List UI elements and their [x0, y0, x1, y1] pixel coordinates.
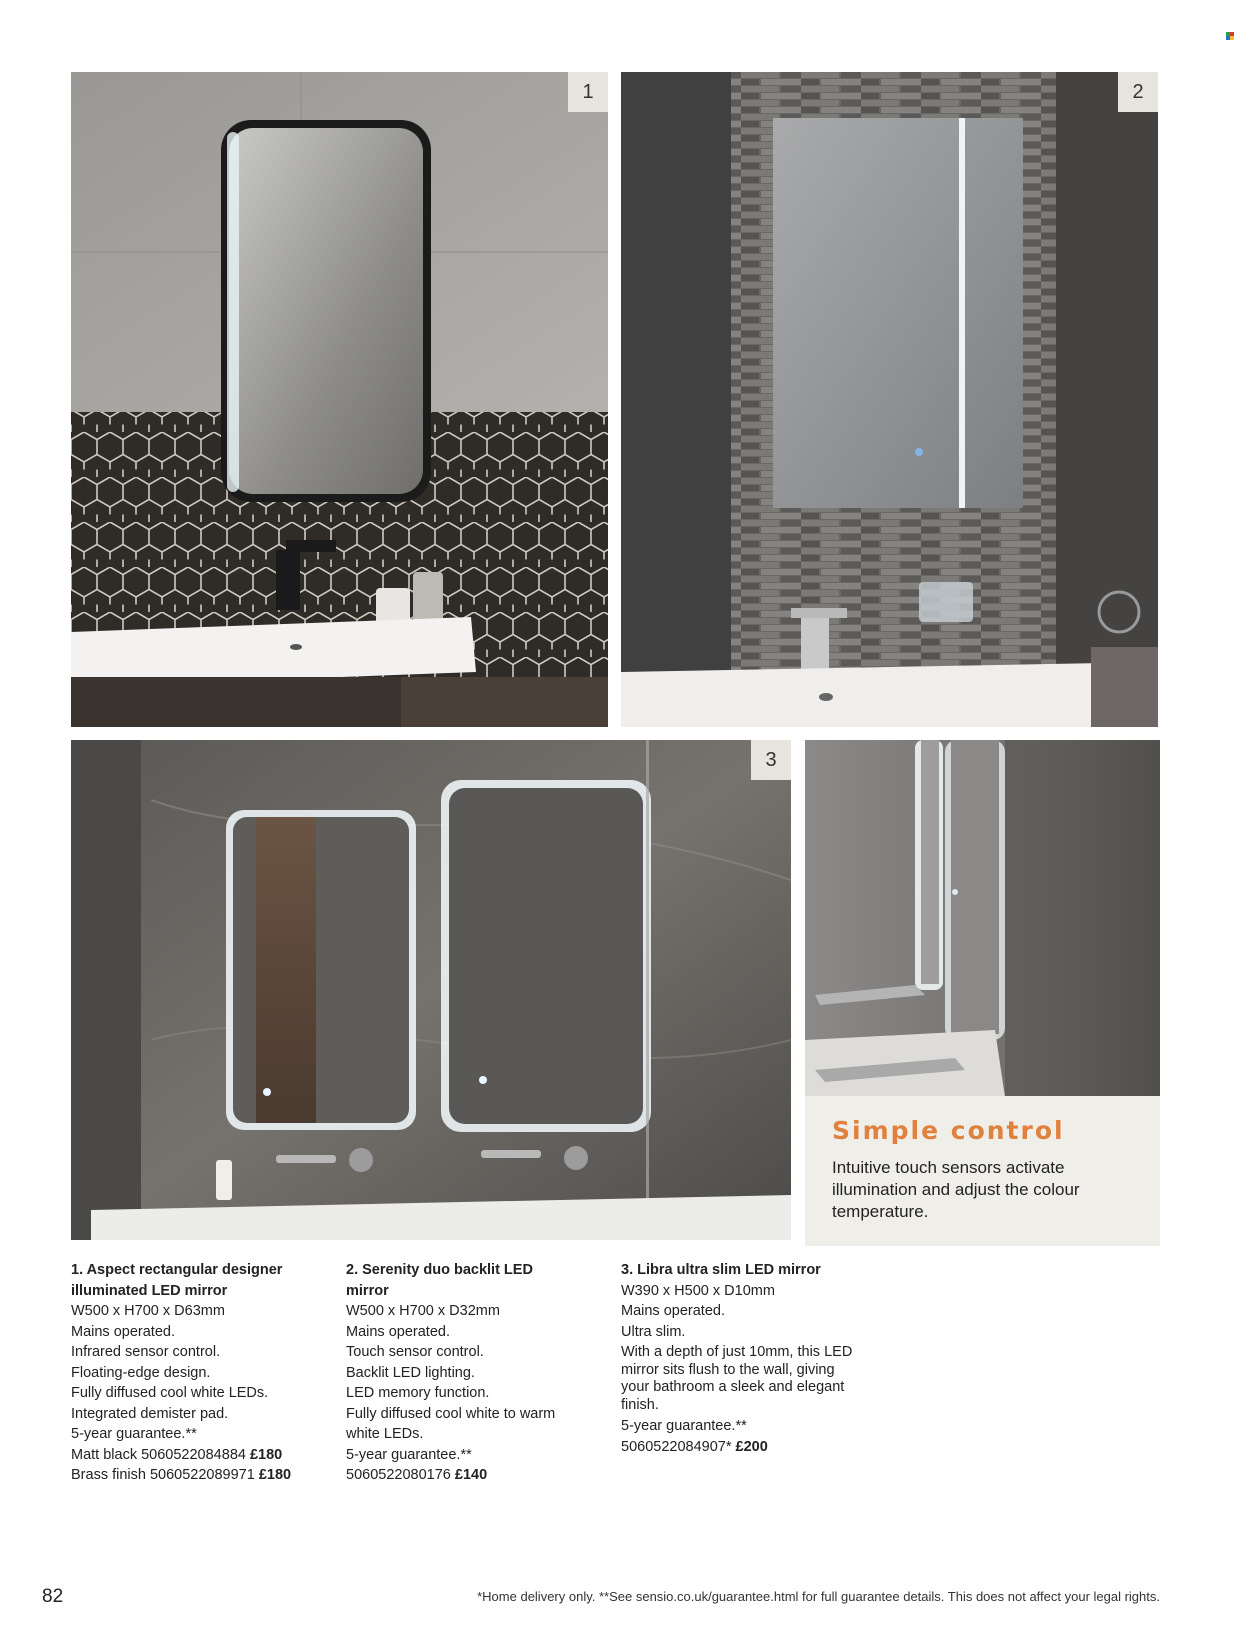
- serenity-mirror-photo: [621, 72, 1158, 727]
- spec-line: Backlit LED lighting.: [346, 1364, 475, 1381]
- spec-line: Mains operated.: [346, 1323, 450, 1340]
- spec-line: 5-year guarantee.**: [621, 1418, 747, 1434]
- product-spec-serenity: [346, 1260, 596, 1486]
- spec-line: 5-year guarantee.**: [71, 1426, 197, 1442]
- spec-line: Integrated demister pad.: [71, 1405, 229, 1422]
- spec-line: Floating-edge design.: [71, 1364, 211, 1381]
- image-badge-3: 3: [751, 740, 791, 780]
- variant-price: £180: [249, 1446, 283, 1463]
- variant-code: Brass finish 5060522089971: [71, 1467, 255, 1483]
- spec-line: Fully diffused cool white LEDs.: [71, 1385, 269, 1401]
- variant-price: £140: [454, 1467, 488, 1483]
- product-title: 3. Libra ultra slim LED mirror: [621, 1262, 821, 1278]
- variant-line: [71, 1445, 331, 1466]
- simple-control-panel: [805, 1096, 1160, 1246]
- promo-title: Simple control: [832, 1116, 1065, 1145]
- spec-line: W500 x H700 x D32mm: [346, 1303, 500, 1319]
- variant-code: 5060522080176: [346, 1467, 451, 1483]
- page-number: 82: [42, 1586, 64, 1607]
- variant-line: [71, 1465, 331, 1486]
- product-spec-aspect: [71, 1260, 331, 1486]
- spec-line: Mains operated.: [621, 1303, 725, 1319]
- product-title: 2. Serenity duo backlit LED mirror: [346, 1262, 533, 1299]
- spec-line: With a depth of just 10mm, this LED mirror sits flush to the wall, giving your bathroom a sleek and elegant finish.: [621, 1344, 853, 1413]
- spec-line: 5-year guarantee.**: [346, 1446, 472, 1463]
- variant-line: [346, 1465, 596, 1486]
- product-spec-libra: [621, 1260, 871, 1457]
- libra-mirror-photo: [71, 740, 791, 1240]
- image-badge-1: 1: [568, 72, 608, 112]
- spec-line: Touch sensor control.: [346, 1344, 484, 1360]
- promo-text: Intuitive touch sensors activate illumination and adjust the colour temperature.: [832, 1158, 1080, 1221]
- variant-line: [621, 1437, 871, 1458]
- spec-line: Ultra slim.: [621, 1323, 686, 1340]
- variant-price: £200: [735, 1438, 768, 1455]
- product-title: 1. Aspect rectangular designer illuminated LED mirror: [71, 1262, 283, 1299]
- variant-code: Matt black 5060522084884: [71, 1446, 246, 1463]
- corner-color-mark: [1226, 32, 1234, 40]
- aspect-mirror-photo: [71, 72, 608, 727]
- spec-line: LED memory function.: [346, 1385, 490, 1401]
- spec-line: W500 x H700 x D63mm: [71, 1303, 225, 1319]
- spec-line: Fully diffused cool white to warm white LEDs.: [346, 1405, 556, 1442]
- spec-line: W390 x H500 x D10mm: [621, 1282, 775, 1299]
- variant-code: 5060522084907*: [621, 1438, 732, 1455]
- variant-price: £180: [258, 1467, 292, 1483]
- footnote: *Home delivery only. **See sensio.co.uk/guarantee.html for full guarantee details. This does not affect your legal rights.: [477, 1589, 1160, 1604]
- spec-line: Infrared sensor control.: [71, 1344, 221, 1360]
- spec-line: Mains operated.: [71, 1323, 175, 1340]
- touch-sensor-closeup-photo: [805, 740, 1160, 1097]
- image-badge-2: 2: [1118, 72, 1158, 112]
